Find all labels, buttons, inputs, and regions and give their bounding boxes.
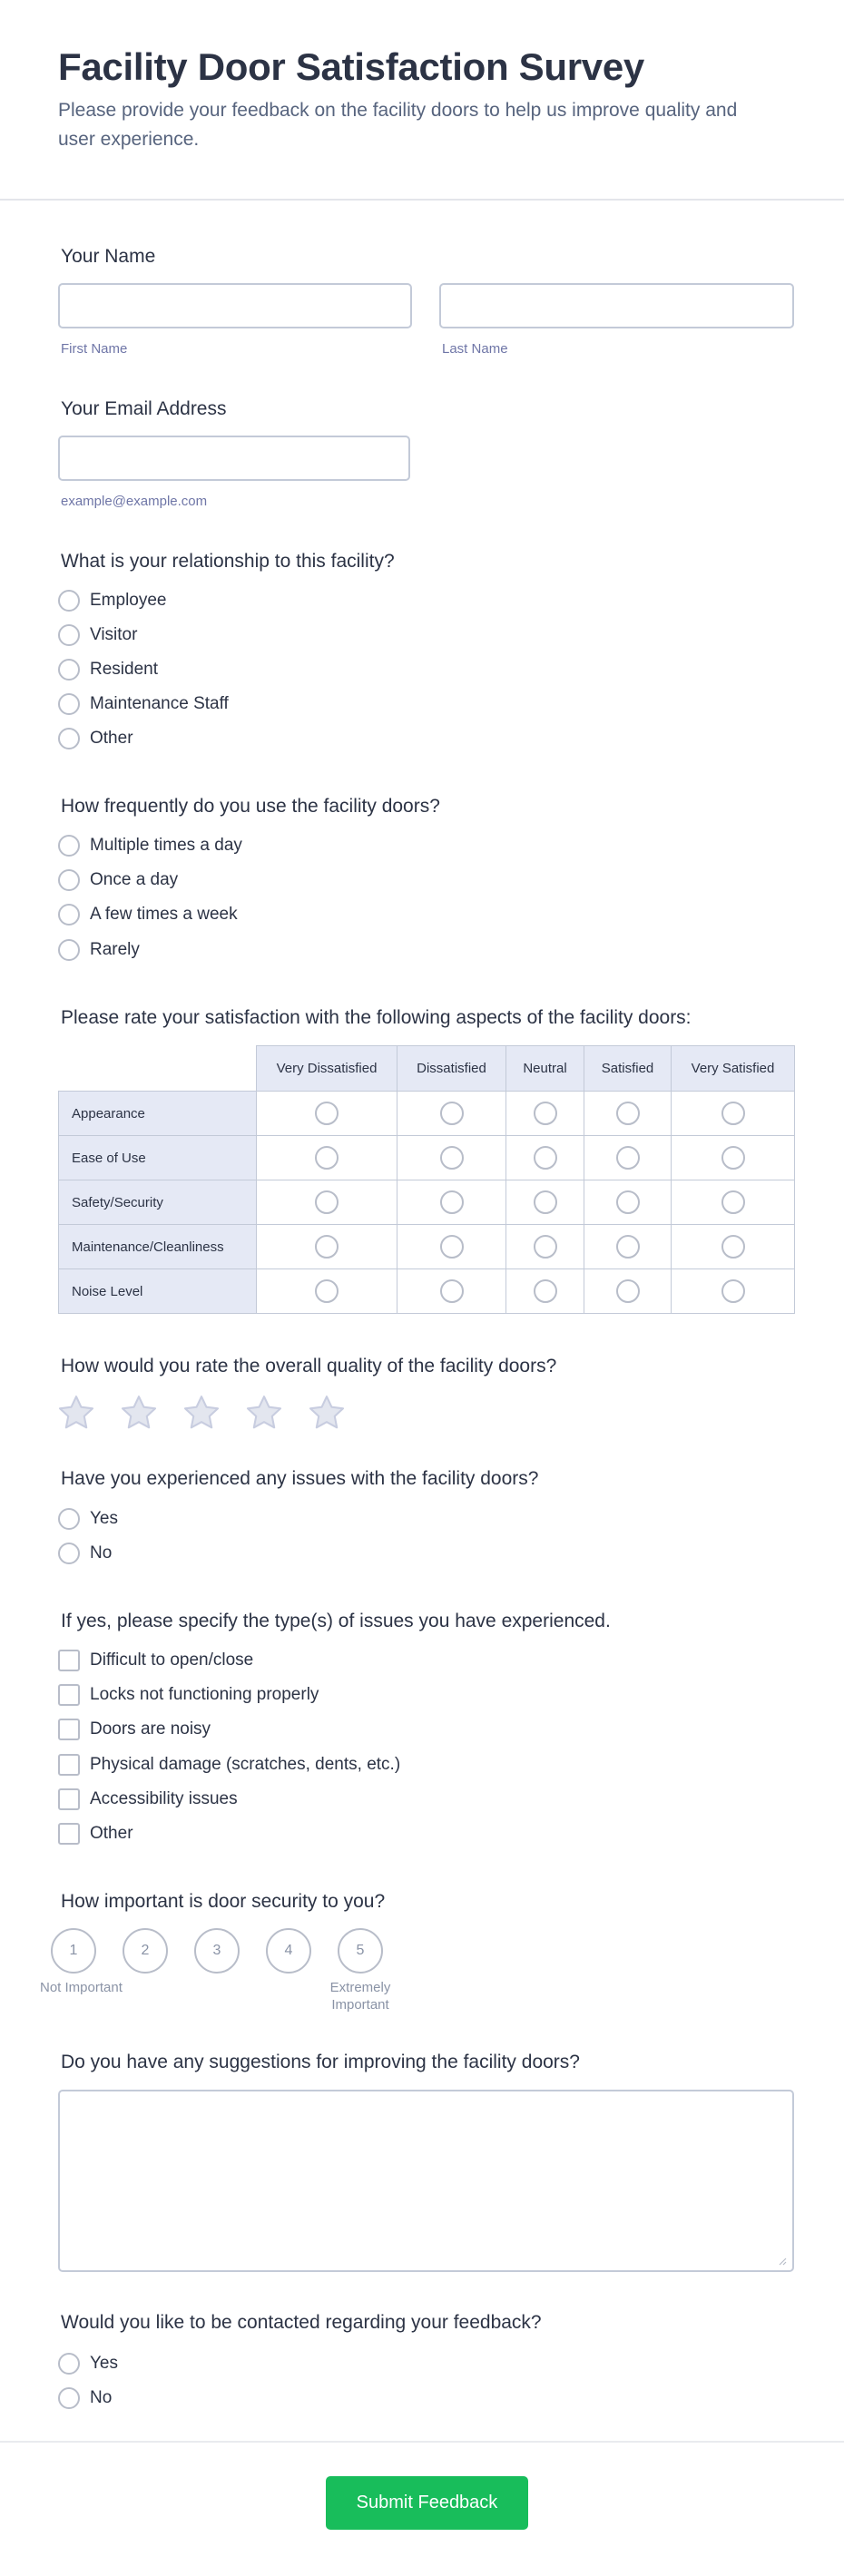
matrix-radio[interactable]: [440, 1190, 464, 1214]
matrix-corner: [59, 1046, 257, 1092]
submit-button[interactable]: Submit Feedback: [326, 2476, 528, 2530]
option-label: Yes: [90, 1509, 118, 1528]
matrix-radio[interactable]: [534, 1190, 557, 1214]
relationship-option[interactable]: [58, 589, 167, 612]
issue-type-option[interactable]: [58, 1718, 211, 1741]
matrix-radio[interactable]: [534, 1235, 557, 1259]
option-label: Accessibility issues: [90, 1789, 238, 1808]
star-icon[interactable]: [57, 1394, 95, 1432]
option-label: Employee: [90, 591, 167, 610]
checkbox[interactable]: [58, 1684, 80, 1706]
frequency-option[interactable]: [58, 834, 242, 857]
radio-button[interactable]: [58, 728, 80, 749]
option-label: Resident: [90, 660, 158, 679]
suggestions-textarea[interactable]: [58, 2090, 794, 2272]
issue-type-option[interactable]: [58, 1822, 133, 1846]
first-name-input[interactable]: [58, 283, 412, 328]
scale-option-4[interactable]: 4: [266, 1928, 311, 1974]
scale-option-3[interactable]: 3: [194, 1928, 240, 1974]
issue-type-option[interactable]: [58, 1788, 238, 1811]
option-label: No: [90, 1543, 113, 1562]
contact-label: Would you like to be contacted regarding your feedback?: [61, 2312, 542, 2333]
frequency-option[interactable]: [58, 938, 140, 962]
matrix-radio[interactable]: [534, 1146, 557, 1170]
relationship-option[interactable]: [58, 623, 137, 647]
option-label: Other: [90, 1824, 133, 1843]
matrix-row: [59, 1180, 795, 1225]
issue-types-label: If yes, please specify the type(s) of issues you have experienced.: [61, 1611, 611, 1631]
matrix-column-header: Dissatisfied: [397, 1046, 506, 1092]
matrix-radio[interactable]: [721, 1279, 745, 1303]
matrix-radio[interactable]: [534, 1279, 557, 1303]
relationship-label: What is your relationship to this facility?: [61, 551, 395, 572]
matrix-radio[interactable]: [721, 1190, 745, 1214]
email-input[interactable]: [58, 436, 410, 481]
checkbox[interactable]: [58, 1650, 80, 1671]
scale-high-label: Extremely Important: [329, 1980, 391, 2013]
quality-label: How would you rate the overall quality of the facility doors?: [61, 1356, 557, 1376]
radio-button[interactable]: [58, 1543, 80, 1564]
radio-button[interactable]: [58, 624, 80, 646]
matrix-radio[interactable]: [440, 1279, 464, 1303]
radio-button[interactable]: [58, 2387, 80, 2409]
checkbox[interactable]: [58, 1719, 80, 1740]
matrix-radio[interactable]: [315, 1235, 339, 1259]
satisfaction-matrix: [58, 1045, 795, 1314]
option-label: Rarely: [90, 940, 140, 959]
satisfaction-label: Please rate your satisfaction with the following aspects of the facility doors:: [61, 1007, 692, 1028]
matrix-row: [59, 1136, 795, 1180]
option-label: Locks not functioning properly: [90, 1685, 319, 1704]
matrix-radio[interactable]: [440, 1235, 464, 1259]
matrix-column-header: Very Dissatisfied: [257, 1046, 397, 1092]
resize-grip-icon[interactable]: [778, 2257, 787, 2266]
option-label: No: [90, 2388, 113, 2407]
option-label: A few times a week: [90, 905, 238, 924]
matrix-row: [59, 1269, 795, 1314]
relationship-option[interactable]: [58, 692, 229, 716]
relationship-option[interactable]: [58, 658, 158, 681]
frequency-option[interactable]: [58, 903, 238, 926]
matrix-row-header: Noise Level: [59, 1269, 257, 1314]
matrix-row: [59, 1092, 795, 1136]
star-icon[interactable]: [245, 1394, 283, 1432]
issues-option[interactable]: [58, 1507, 118, 1531]
matrix-radio[interactable]: [534, 1102, 557, 1125]
radio-button[interactable]: [58, 2353, 80, 2375]
email-label: Your Email Address: [61, 398, 227, 419]
radio-button[interactable]: [58, 590, 80, 612]
checkbox[interactable]: [58, 1788, 80, 1810]
checkbox[interactable]: [58, 1823, 80, 1845]
option-label: Visitor: [90, 625, 138, 644]
star-icon[interactable]: [182, 1394, 221, 1432]
radio-button[interactable]: [58, 904, 80, 926]
scale-low-label: Not Important: [40, 1980, 123, 1995]
matrix-radio[interactable]: [721, 1102, 745, 1125]
form-title: Facility Door Satisfaction Survey: [58, 45, 644, 88]
option-label: Difficult to open/close: [90, 1650, 254, 1670]
option-label: Yes: [90, 2354, 118, 2373]
radio-button[interactable]: [58, 869, 80, 891]
matrix-column-header: Neutral: [506, 1046, 584, 1092]
name-label: Your Name: [61, 246, 156, 267]
option-label: Multiple times a day: [90, 836, 242, 855]
option-label: Once a day: [90, 870, 179, 889]
option-label: Other: [90, 729, 133, 748]
contact-option[interactable]: [58, 2386, 112, 2410]
footer-divider: [0, 2441, 844, 2443]
contact-option[interactable]: [58, 2352, 118, 2375]
issue-type-option[interactable]: [58, 1683, 319, 1707]
suggestions-label: Do you have any suggestions for improving the facility doors?: [61, 2052, 580, 2072]
security-label: How important is door security to you?: [61, 1891, 386, 1912]
radio-button[interactable]: [58, 1508, 80, 1530]
matrix-radio[interactable]: [721, 1235, 745, 1259]
matrix-radio[interactable]: [315, 1146, 339, 1170]
scale-option-5[interactable]: 5: [338, 1928, 383, 1974]
star-icon[interactable]: [120, 1394, 158, 1432]
issue-type-option[interactable]: [58, 1753, 400, 1777]
matrix-radio[interactable]: [315, 1279, 339, 1303]
option-label: Maintenance Staff: [90, 694, 229, 713]
matrix-column-header: Very Satisfied: [672, 1046, 795, 1092]
matrix-column-header: Satisfied: [584, 1046, 672, 1092]
scale-option-1[interactable]: 1: [51, 1928, 96, 1974]
matrix-radio[interactable]: [616, 1102, 640, 1125]
radio-button[interactable]: [58, 835, 80, 857]
matrix-row-header: Safety/Security: [59, 1180, 257, 1225]
option-label: Physical damage (scratches, dents, etc.): [90, 1755, 401, 1774]
last-name-input[interactable]: [439, 283, 794, 328]
radio-button[interactable]: [58, 659, 80, 681]
matrix-radio[interactable]: [721, 1146, 745, 1170]
relationship-option[interactable]: [58, 727, 133, 750]
email-sublabel: example@example.com: [61, 494, 208, 509]
matrix-radio[interactable]: [616, 1279, 640, 1303]
matrix-radio[interactable]: [616, 1235, 640, 1259]
form-subtitle: Please provide your feedback on the facility doors to help us improve quality and user experience.: [58, 100, 738, 150]
checkbox[interactable]: [58, 1754, 80, 1776]
matrix-radio[interactable]: [616, 1146, 640, 1170]
frequency-option[interactable]: [58, 868, 178, 892]
matrix-radio[interactable]: [616, 1190, 640, 1214]
matrix-radio[interactable]: [315, 1190, 339, 1214]
option-label: Doors are noisy: [90, 1719, 211, 1739]
issues-option[interactable]: [58, 1542, 112, 1565]
frequency-label: How frequently do you use the facility doors?: [61, 796, 440, 817]
matrix-row: [59, 1225, 795, 1269]
scale-option-2[interactable]: 2: [123, 1928, 168, 1974]
form-header: [0, 0, 844, 201]
last-name-sublabel: Last Name: [442, 341, 508, 357]
matrix-row-header: Appearance: [59, 1092, 257, 1136]
radio-button[interactable]: [58, 693, 80, 715]
matrix-radio[interactable]: [440, 1102, 464, 1125]
radio-button[interactable]: [58, 939, 80, 961]
matrix-row-header: Ease of Use: [59, 1136, 257, 1180]
issues-label: Have you experienced any issues with the facility doors?: [61, 1468, 539, 1489]
matrix-radio[interactable]: [315, 1102, 339, 1125]
matrix-radio[interactable]: [440, 1146, 464, 1170]
issue-type-option[interactable]: [58, 1649, 253, 1672]
matrix-row-header: Maintenance/Cleanliness: [59, 1225, 257, 1269]
first-name-sublabel: First Name: [61, 341, 128, 357]
star-icon[interactable]: [308, 1394, 346, 1432]
